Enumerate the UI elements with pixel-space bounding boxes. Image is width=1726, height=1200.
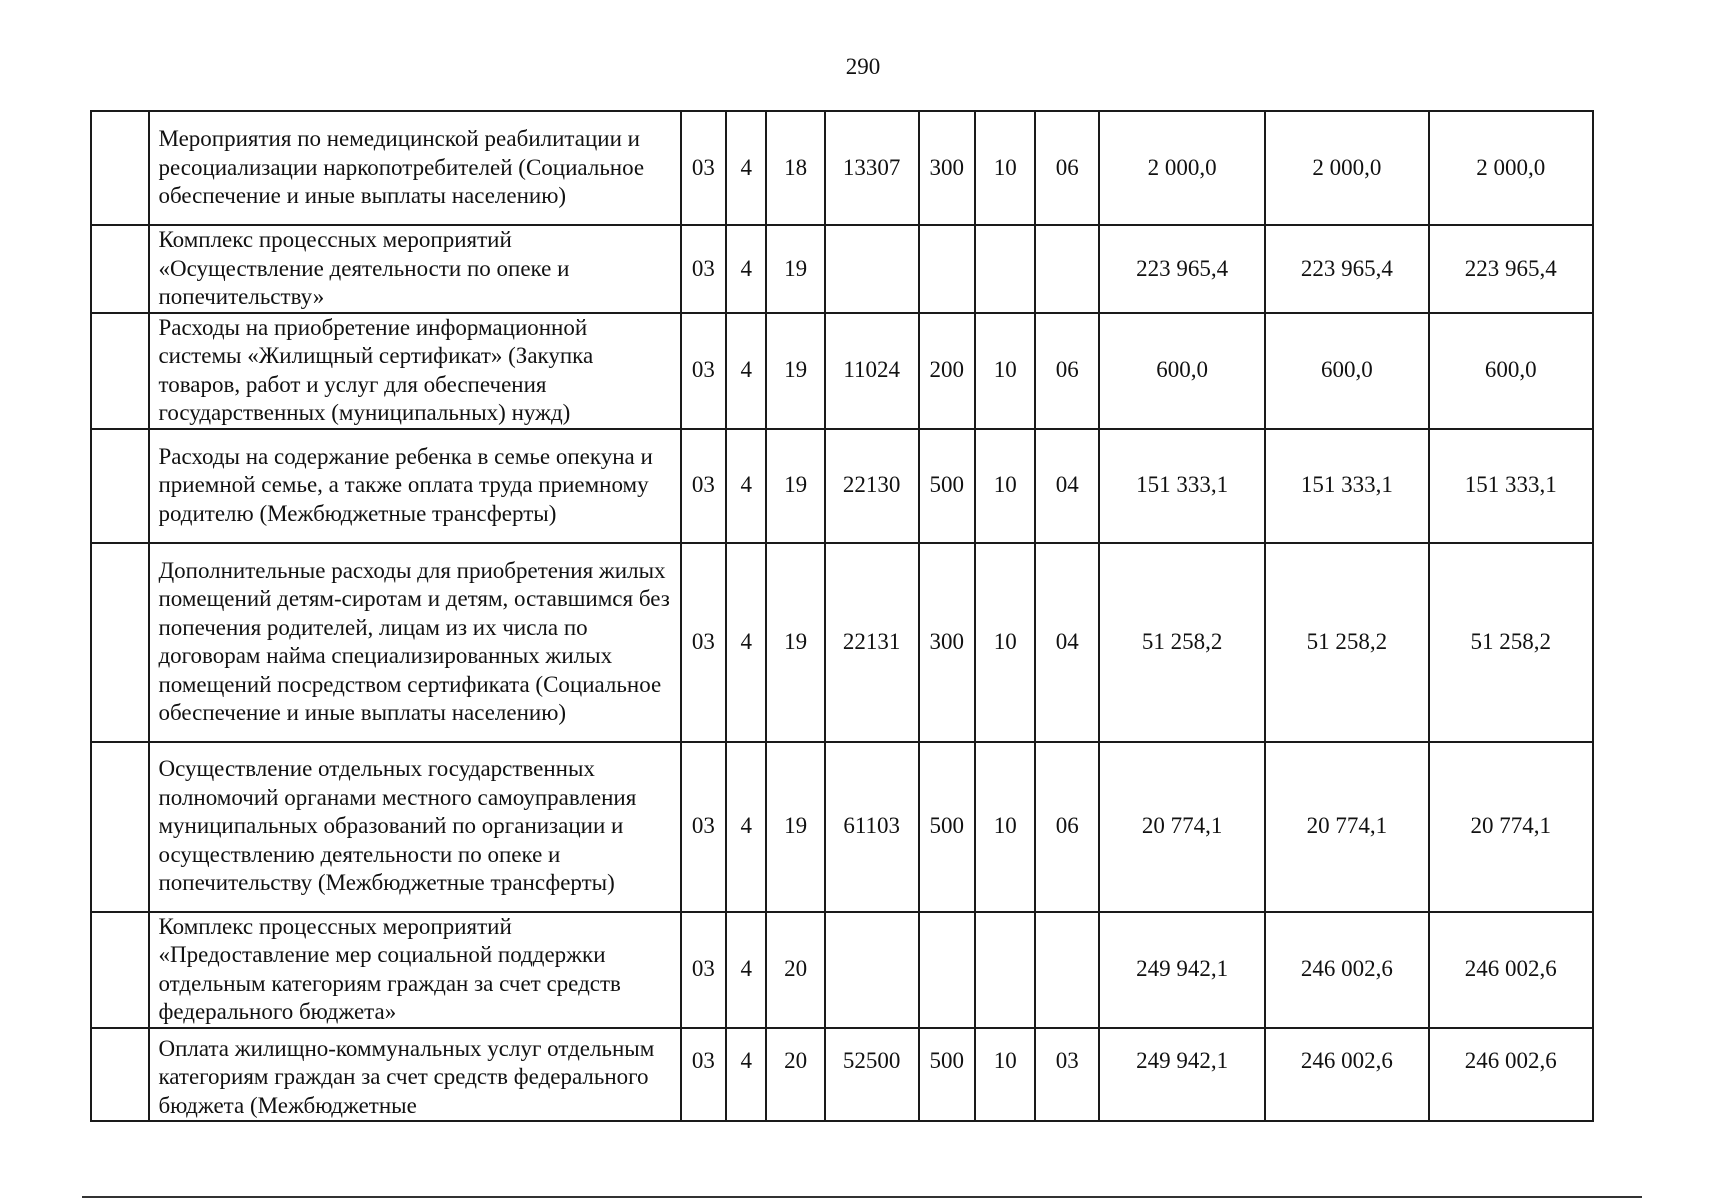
direction-code-cell: 13307 <box>825 111 919 225</box>
subprogram-code-cell: 4 <box>726 429 766 543</box>
row-number-cell <box>91 1028 149 1122</box>
expense-name-cell: Комплекс процессных мероприятий «Осуществление деятельности по опеке и попечительству» <box>149 225 680 313</box>
row-number-cell <box>91 225 149 313</box>
expense-name-cell: Мероприятия по немедицинской реабилитации и ресоциализации наркопотребителей (Социальное обеспечение и иные выплаты населению) <box>149 111 680 225</box>
activity-code-cell: 18 <box>766 111 824 225</box>
direction-code-cell <box>825 225 919 313</box>
expense-name-cell: Расходы на приобретение информационной системы «Жилищный сертификат» (Закупка товаров, работ и услуг для обеспечения государственных (муниципальных) нужд) <box>149 313 680 429</box>
amount-year3-cell: 246 002,6 <box>1429 1028 1593 1122</box>
program-code-cell: 03 <box>681 912 726 1028</box>
section-cell: 10 <box>975 543 1035 742</box>
table-row <box>91 313 1593 429</box>
amount-year3-cell: 20 774,1 <box>1429 742 1593 912</box>
amount-year2-cell: 51 258,2 <box>1265 543 1428 742</box>
program-code-cell: 03 <box>681 543 726 742</box>
activity-code-cell: 19 <box>766 543 824 742</box>
amount-year3-cell: 246 002,6 <box>1429 912 1593 1028</box>
amount-year2-cell: 2 000,0 <box>1265 111 1428 225</box>
row-number-cell <box>91 429 149 543</box>
expense-type-cell: 500 <box>919 1028 975 1122</box>
amount-year2-cell: 20 774,1 <box>1265 742 1428 912</box>
expense-name-cell: Оплата жилищно-коммунальных услуг отдельным категориям граждан за счет средств федерального бюджета (Межбюджетные <box>149 1028 680 1122</box>
expense-name-cell: Комплекс процессных мероприятий «Предоставление мер социальной поддержки отдельным категориям граждан за счет средств федерального бюджета» <box>149 912 680 1028</box>
amount-year1-cell: 151 333,1 <box>1099 429 1265 543</box>
section-cell: 10 <box>975 313 1035 429</box>
page-number: 290 <box>845 54 881 79</box>
subprogram-code-cell: 4 <box>726 742 766 912</box>
expense-name-cell: Расходы на содержание ребенка в семье опекуна и приемной семье, а также оплата труда приемному родителю (Межбюджетные трансферты) <box>149 429 680 543</box>
table-row <box>91 225 1593 313</box>
direction-code-cell: 22130 <box>825 429 919 543</box>
expense-type-cell: 300 <box>919 543 975 742</box>
amount-year3-cell: 223 965,4 <box>1429 225 1593 313</box>
activity-code-cell: 19 <box>766 225 824 313</box>
amount-year2-cell: 600,0 <box>1265 313 1428 429</box>
amount-year1-cell: 249 942,1 <box>1099 912 1265 1028</box>
subprogram-code-cell: 4 <box>726 1028 766 1122</box>
subprogram-code-cell: 4 <box>726 912 766 1028</box>
table-row <box>91 912 1593 1028</box>
amount-year2-cell: 151 333,1 <box>1265 429 1428 543</box>
amount-year1-cell: 51 258,2 <box>1099 543 1265 742</box>
table-row <box>91 543 1593 742</box>
expense-type-cell: 500 <box>919 429 975 543</box>
budget-table-body <box>91 111 1593 1121</box>
table-row <box>91 111 1593 225</box>
direction-code-cell <box>825 912 919 1028</box>
subprogram-code-cell: 4 <box>726 313 766 429</box>
page-bottom-rule <box>82 1196 1642 1198</box>
amount-year1-cell: 600,0 <box>1099 313 1265 429</box>
direction-code-cell: 61103 <box>825 742 919 912</box>
expense-type-cell: 500 <box>919 742 975 912</box>
table-row <box>91 429 1593 543</box>
subsection-cell: 03 <box>1035 1028 1099 1122</box>
amount-year1-cell: 2 000,0 <box>1099 111 1265 225</box>
subsection-cell <box>1035 225 1099 313</box>
amount-year1-cell: 249 942,1 <box>1099 1028 1265 1122</box>
section-cell: 10 <box>975 1028 1035 1122</box>
subprogram-code-cell: 4 <box>726 225 766 313</box>
subsection-cell: 06 <box>1035 742 1099 912</box>
activity-code-cell: 19 <box>766 429 824 543</box>
amount-year3-cell: 151 333,1 <box>1429 429 1593 543</box>
subsection-cell: 04 <box>1035 543 1099 742</box>
amount-year3-cell: 600,0 <box>1429 313 1593 429</box>
subsection-cell: 04 <box>1035 429 1099 543</box>
activity-code-cell: 20 <box>766 1028 824 1122</box>
amount-year1-cell: 223 965,4 <box>1099 225 1265 313</box>
subsection-cell <box>1035 912 1099 1028</box>
activity-code-cell: 20 <box>766 912 824 1028</box>
expense-type-cell <box>919 912 975 1028</box>
amount-year1-cell: 20 774,1 <box>1099 742 1265 912</box>
program-code-cell: 03 <box>681 429 726 543</box>
subsection-cell: 06 <box>1035 313 1099 429</box>
subsection-cell: 06 <box>1035 111 1099 225</box>
budget-table <box>90 110 1594 1122</box>
section-cell: 10 <box>975 429 1035 543</box>
amount-year2-cell: 223 965,4 <box>1265 225 1428 313</box>
subprogram-code-cell: 4 <box>726 543 766 742</box>
expense-type-cell: 300 <box>919 111 975 225</box>
amount-year3-cell: 2 000,0 <box>1429 111 1593 225</box>
direction-code-cell: 52500 <box>825 1028 919 1122</box>
section-cell: 10 <box>975 111 1035 225</box>
subprogram-code-cell: 4 <box>726 111 766 225</box>
section-cell: 10 <box>975 742 1035 912</box>
section-cell <box>975 912 1035 1028</box>
table-row <box>91 742 1593 912</box>
row-number-cell <box>91 742 149 912</box>
row-number-cell <box>91 543 149 742</box>
activity-code-cell: 19 <box>766 742 824 912</box>
program-code-cell: 03 <box>681 1028 726 1122</box>
amount-year2-cell: 246 002,6 <box>1265 1028 1428 1122</box>
program-code-cell: 03 <box>681 313 726 429</box>
expense-type-cell: 200 <box>919 313 975 429</box>
table-row <box>91 1028 1593 1122</box>
activity-code-cell: 19 <box>766 313 824 429</box>
expense-name-cell: Дополнительные расходы для приобретения жилых помещений детям-сиротам и детям, оставшимся без попечения родителей, лицам из их числа по договорам найма специализированных жилых помещений посредством сертификата (Социальное обеспечение и иные выплаты населению) <box>149 543 680 742</box>
program-code-cell: 03 <box>681 225 726 313</box>
row-number-cell <box>91 912 149 1028</box>
amount-year3-cell: 51 258,2 <box>1429 543 1593 742</box>
expense-name-cell: Осуществление отдельных государственных полномочий органами местного самоуправления муниципальных образований по организации и осуществлению деятельности по опеке и попечительству (Межбюджетные трансферты) <box>149 742 680 912</box>
direction-code-cell: 22131 <box>825 543 919 742</box>
program-code-cell: 03 <box>681 742 726 912</box>
row-number-cell <box>91 313 149 429</box>
row-number-cell <box>91 111 149 225</box>
section-cell <box>975 225 1035 313</box>
expense-type-cell <box>919 225 975 313</box>
direction-code-cell: 11024 <box>825 313 919 429</box>
program-code-cell: 03 <box>681 111 726 225</box>
amount-year2-cell: 246 002,6 <box>1265 912 1428 1028</box>
